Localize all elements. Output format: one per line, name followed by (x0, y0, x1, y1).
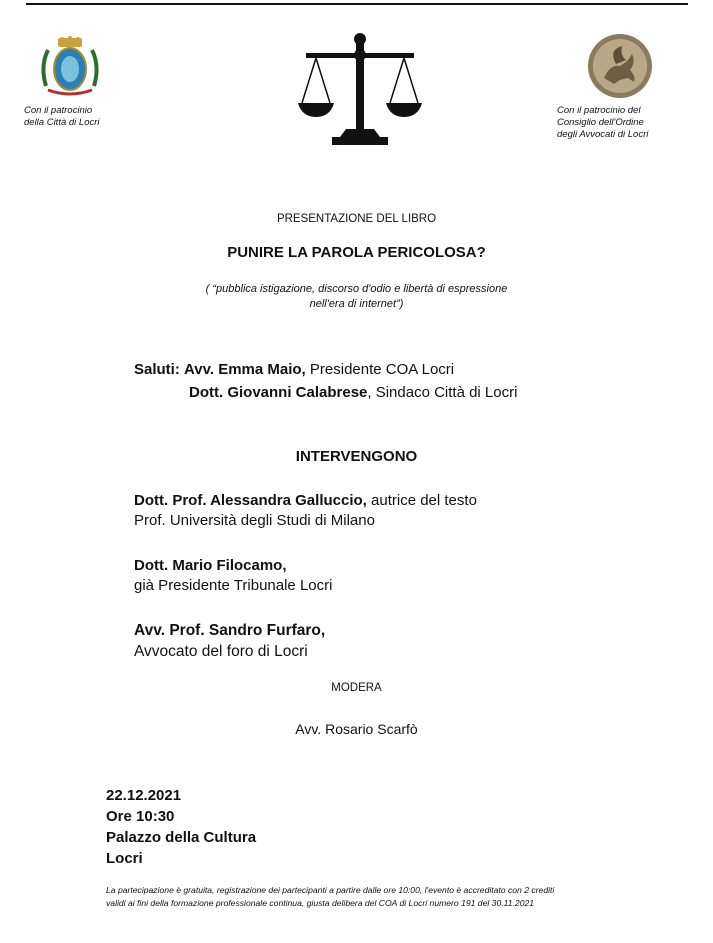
top-rule (26, 3, 688, 5)
subtitle-line: ( “pubblica istigazione, discorso d'odio e libertà di espressione (205, 283, 508, 295)
footer-note (106, 884, 554, 910)
moderator-name: Avv. Rosario Scarfò (295, 721, 418, 737)
right-patronage (557, 105, 648, 141)
speaker (134, 620, 325, 662)
event-venue: Palazzo della Cultura (106, 829, 257, 846)
speaker-name: Avv. Prof. Sandro Furfaro, (134, 622, 326, 639)
greetings-label: Saluti: (134, 361, 180, 378)
scales-of-justice-icon (296, 33, 424, 147)
greetings-name: Dott. Giovanni Calabrese (189, 384, 368, 401)
greetings-name: Avv. Emma Maio, (184, 361, 306, 378)
right-patronage-line: Consiglio dell'Ordine (557, 117, 644, 128)
left-patronage (24, 105, 100, 129)
moderator-label: MODERA (331, 682, 382, 694)
event-time: Ore 10:30 (106, 808, 175, 825)
kicker: PRESENTAZIONE DEL LIBRO (276, 213, 437, 225)
speaker-role: autrice del testo (366, 492, 477, 509)
book-title: PUNIRE LA PAROLA PERICOLOSA? (227, 244, 486, 261)
greetings-line-2 (189, 384, 517, 401)
speaker-name: Dott. Mario Filocamo, (134, 557, 287, 574)
speaker-detail: già Presidente Tribunale Locri (134, 577, 333, 594)
event-details (106, 785, 256, 869)
event-city: Locri (106, 850, 143, 867)
pegasus-coin-icon (586, 32, 654, 100)
book-subtitle (0, 282, 713, 312)
right-patronage-line: Con il patrocinio del (557, 105, 641, 116)
speaker-name: Dott. Prof. Alessandra Galluccio, (134, 492, 367, 509)
left-patronage-line: della Città di Locri (24, 117, 100, 128)
subtitle-line: nell'era di internet”) (309, 298, 404, 310)
speaker (134, 556, 332, 596)
speaker-detail: Prof. Università degli Studi di Milano (134, 512, 375, 529)
event-date: 22.12.2021 (106, 787, 182, 804)
right-patronage-line: degli Avvocati di Locri (557, 129, 649, 140)
greetings-role: Presidente COA Locri (305, 361, 455, 378)
footer-line: validi ai fini della formazione professionale continua, giusta delibera del COA di Locri numero 191 del 30.11.2021 (106, 898, 535, 908)
left-patronage-line: Con il patrocinio (24, 105, 93, 116)
speaker (134, 491, 477, 531)
speakers-heading: INTERVENGONO (295, 448, 418, 465)
footer-line: La partecipazione è gratuita, registrazione dei partecipanti a partire dalle ore 10:00, l'evento è accreditato con 2 crediti (106, 885, 555, 895)
greetings-line-1 (134, 361, 454, 378)
greetings-role: , Sindaco Città di Locri (367, 384, 518, 401)
city-crest-icon (38, 36, 102, 96)
speaker-detail: Avvocato del foro di Locri (134, 643, 308, 660)
